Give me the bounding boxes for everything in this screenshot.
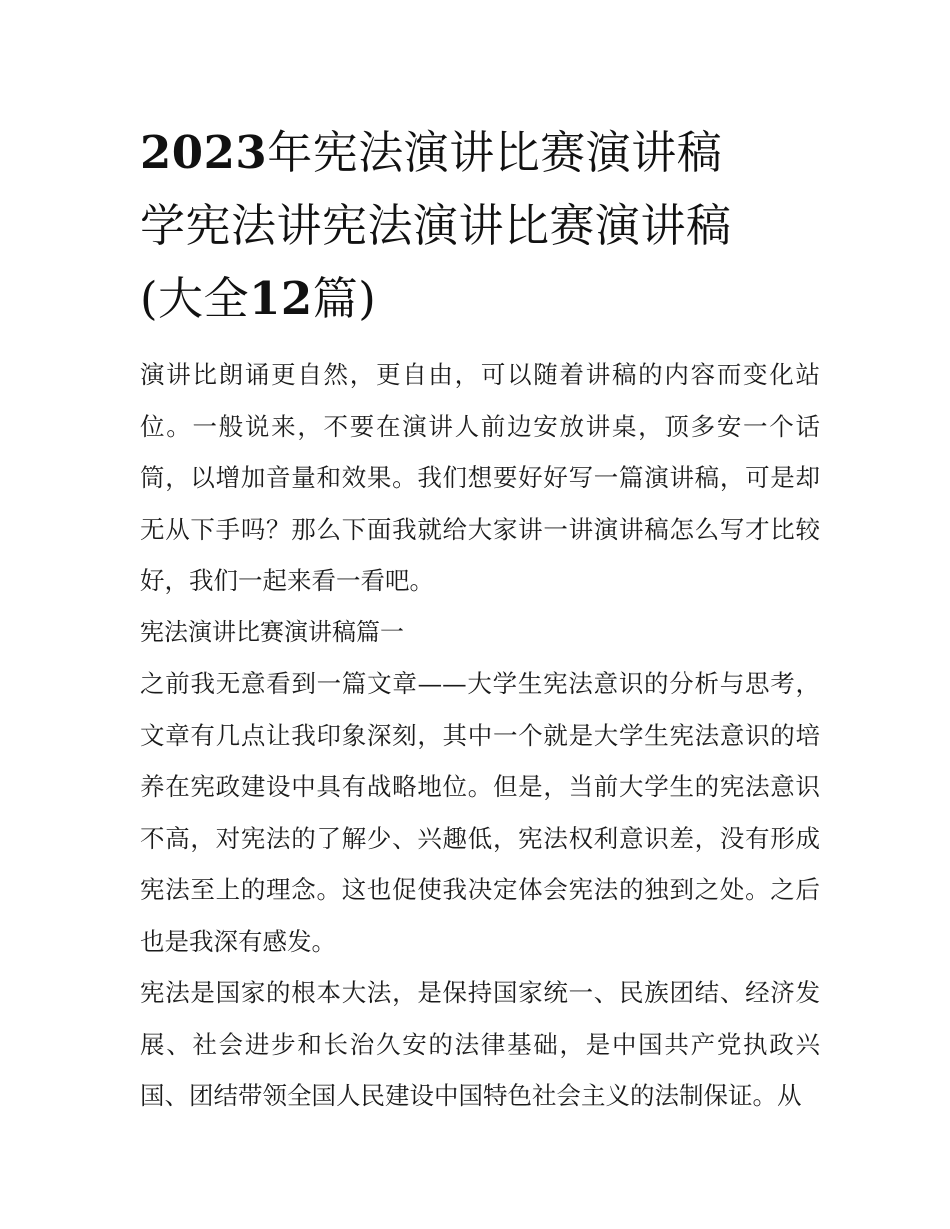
title-line-3-open: (大全 <box>140 272 250 325</box>
document-title <box>140 116 820 335</box>
title-line-1-text: 年宪法演讲比赛演讲稿 <box>267 126 723 179</box>
title-line-1 <box>140 116 820 189</box>
intro-paragraph: 演讲比朗诵更自然，更自由，可以随着讲稿的内容而变化站位。一般说来，不要在演讲人前边安放讲桌，顶多安一个话筒，以增加音量和效果。我们想要好好写一篇演讲稿，可是却无从下手吗？那么下面我就给大家讲一讲演讲稿怎么写才比较好，我们一起来看一看吧。 <box>140 360 820 595</box>
title-line-2: 学宪法讲宪法演讲比赛演讲稿 <box>140 199 732 252</box>
document-content <box>140 116 820 1122</box>
body-paragraph-1: 之前我无意看到一篇文章——大学生宪法意识的分析与思考，文章有几点让我印象深刻，其中一个就是大学生宪法意识的培养在宪政建设中具有战略地位。但是，当前大学生的宪法意识不高，对宪法的了解少、兴趣低，宪法权利意识差，没有形成宪法至上的理念。这也促使我决定体会宪法的独到之处。之后也是我深有感发。 <box>140 669 820 956</box>
section-heading: 宪法演讲比赛演讲稿篇一 <box>140 617 404 646</box>
title-line-3 <box>140 262 820 335</box>
title-count: 12 <box>249 272 313 325</box>
title-line-3-close: 篇) <box>312 272 377 325</box>
body-paragraph-2: 宪法是国家的根本大法，是保持国家统一、民族团结、经济发展、社会进步和长治久安的法律基础，是中国共产党执政兴国、团结带领全国人民建设中国特色社会主义的法制保证。从 <box>140 978 820 1110</box>
title-year: 2023 <box>140 126 268 179</box>
